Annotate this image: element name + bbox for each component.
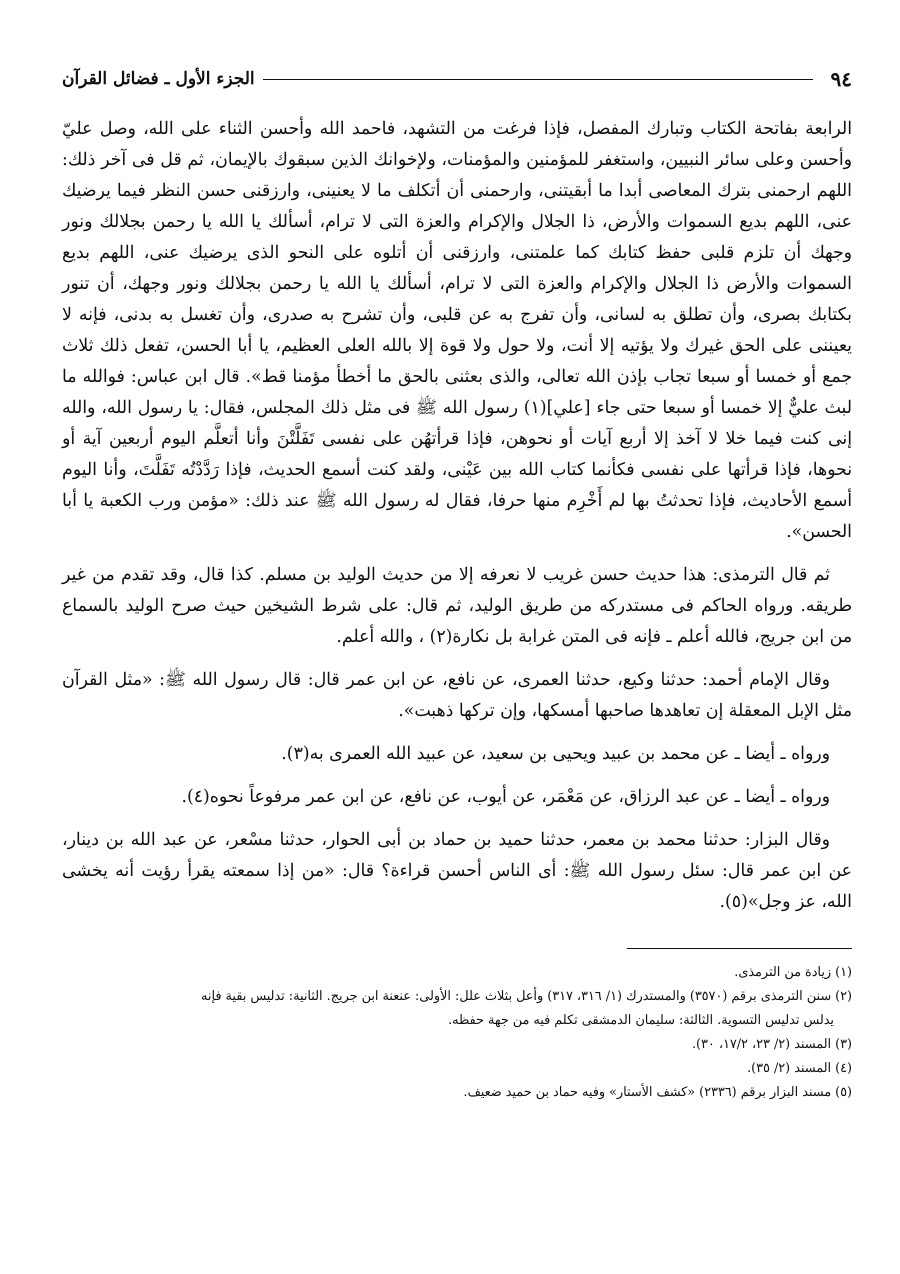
running-header xyxy=(62,62,852,96)
footnote-2-continued: يدلس تدليس التسوية. الثالثة: سليمان الدمشقى تكلم فيه من جهة حفظه. xyxy=(448,1013,834,1028)
paragraph-1: الرابعة بفاتحة الكتاب وتبارك المفصل، فإذا فرغت من التشهد، فاحمد الله وأحسن الثناء على الله، وصل عليّ وأحسن وعلى سائر النبيين، واستغفر للمؤمنين والمؤمنات، ولإخوانك الذين سبقوك بالإيمان، ثم قل فى آخر ذلك: اللهم ارحمنى بترك المعاصى أبدا ما أبقيتنى، وارحمنى أن أتكلف ما لا يعنينى، وارزقنى حسن النظر فيما يرضيك عنى، اللهم بديع السموات والأرض، ذا الجلال والإكرام والعزة التى لا ترام، أسألك يا الله يا رحمن بجلالك ونور وجهك أن تلزم قلبى حفظ كتابك كما علمتنى، وارزقنى أن أتلوه على النحو الذى يرضيك عنى، اللهم بديع السموات والأرض ذا الجلال والإكرام والعزة التى لا ترام، أسألك يا الله يا رحمن بجلالك ونور وجهك، أن تنور بكتابك بصرى، وأن تطلق به لسانى، وأن تفرج به عن قلبى، وأن تشرح به صدرى، وأن تغسل به بدنى، فإنه لا يعيننى على الحق غيرك ولا يؤتيه إلا أنت، ولا حول ولا قوة إلا بالله العلى العظيم، يا أبا الحسن، تفعل ذلك ثلاث جمع أو خمسا أو سبعا تجاب بإذن الله تعالى، والذى بعثنى بالحق ما أخطأ مؤمنا قط». قال ابن عباس: فوالله ما لبث عليٌّ إلا خمسا أو سبعا حتى جاء [علي](١) رسول الله ﷺ فى مثل ذلك المجلس، فقال: يا رسول الله، والله إنى كنت فيما خلا لا آخذ إلا أربع آيات أو نحوهن، فإذا قرأتهُن على نفسى تَفَلَّتْنَ وأنا أتعلَّم اليوم أربعين آية أو نحوها، فإذا قرأتها على نفسى فكأنما كتاب الله بين عَيْنى، ولقد كنت أسمع الحديث، فإذا رَدَّدْتُه تَفَلَّتَ، وأنا اليوم أسمع الأحاديث، فإذا تحدثتُ بها لم أَخْرِم منها حرفا، فقال له رسول الله ﷺ عند ذلك: «مؤمن ورب الكعبة يا أبا الحسن». xyxy=(62,119,853,542)
paragraph-6: وقال البزار: حدثنا محمد بن معمر، حدثنا حميد بن حماد بن أبى الحوار، حدثنا مسْعر، عن عبد الله بن دينار، عن ابن عمر قال: سئل رسول الله ﷺ: أى الناس أحسن قراءة؟ قال: «من إذا سمعته يقرأ رؤيت أنه يخشى الله، عز وجل»(٥). xyxy=(62,830,852,912)
footnote-2: (٢) سنن الترمذى برقم (٣٥٧٠) والمستدرك (١/ ٣١٦، ٣١٧) وأعل بثلاث علل: الأولى: عنعنة ابن جريج. الثانية: تدليس بقية فإنه xyxy=(201,989,852,1004)
book-page xyxy=(62,62,852,1105)
page-number: ٩٤ xyxy=(830,67,852,91)
running-title: الجزء الأول ـ فضائل القرآن xyxy=(62,69,255,89)
footnote-5: (٥) مسند البزار برقم (٢٣٣٦) «كشف الأستار» وفيه حماد بن حميد ضعيف. xyxy=(463,1085,852,1100)
main-text xyxy=(62,114,852,918)
footnotes xyxy=(62,961,852,1105)
footnote-4: (٤) المسند (٢/ ٣٥). xyxy=(747,1061,852,1076)
paragraph-2: ثم قال الترمذى: هذا حديث حسن غريب لا نعرفه إلا من حديث الوليد بن مسلم. كذا قال، وقد تقدم من غير طريقه. ورواه الحاكم فى مستدركه من طريق الوليد، ثم قال: على شرط الشيخين حيث صرح الوليد بالسماع من ابن جريج، فالله أعلم ـ فإنه فى المتن غرابة بل نكارة(٢) ، والله أعلم. xyxy=(62,565,852,647)
footnote-1: (١) زيادة من الترمذى. xyxy=(734,965,852,980)
footnote-separator-wrap xyxy=(62,918,852,949)
paragraph-5: ورواه ـ أيضا ـ عن عبد الرزاق، عن مَعْمَر، عن أيوب، عن نافع، عن ابن عمر مرفوعاً نحوه(٤). xyxy=(181,787,830,807)
footnote-3: (٣) المسند (٢/ ٢٣، ١٧/٢، ٣٠). xyxy=(691,1037,852,1052)
header-rule xyxy=(263,79,813,80)
paragraph-4: ورواه ـ أيضا ـ عن محمد بن عبيد ويحيى بن سعيد، عن عبيد الله العمرى به(٣). xyxy=(281,744,830,764)
footnote-separator xyxy=(627,948,852,949)
paragraph-3: وقال الإمام أحمد: حدثنا وكيع، حدثنا العمرى، عن نافع، عن ابن عمر قال: قال رسول الله ﷺ: «مثل القرآن مثل الإبل المعقلة إن تعاهدها صاحبها أمسكها، وإن تركها ذهبت». xyxy=(62,670,852,721)
